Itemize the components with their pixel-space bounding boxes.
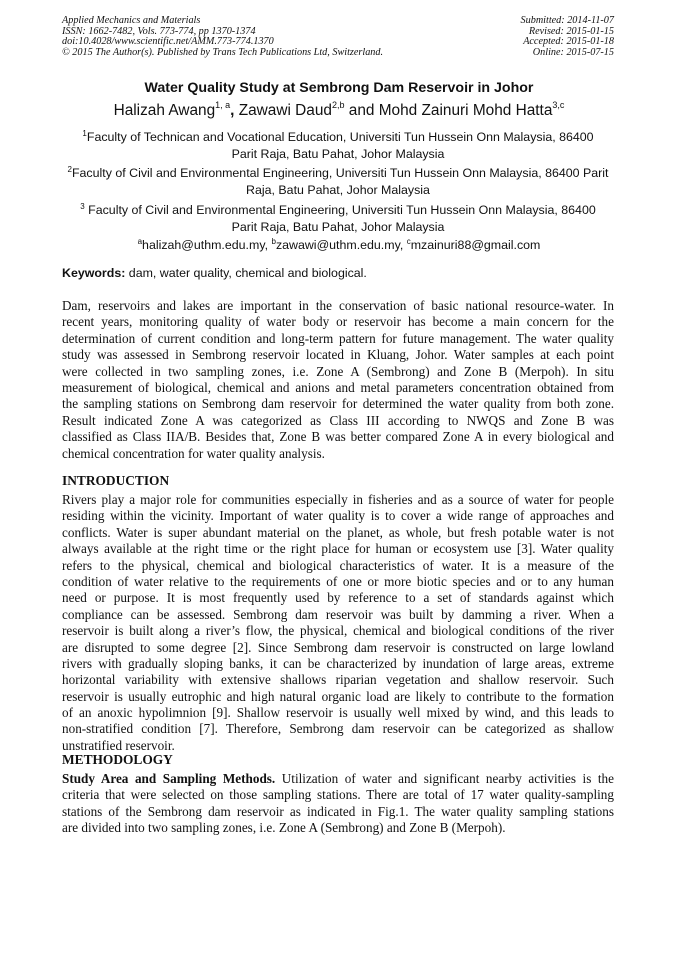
abstract [62, 298, 614, 462]
affiliation-2-sup: 2 [67, 165, 72, 174]
journal-name: Applied Mechanics and Materials [62, 15, 201, 26]
methodology-line: are divided into two sampling zones, i.e. Zone A (Sembrong) and Zone B (Merpoh). [62, 820, 506, 836]
email-c-sup: c [406, 237, 411, 246]
introduction-line: Rivers play a major role for communities especially in fisheries and as a source of water for people [62, 492, 614, 507]
introduction-line: are disrupted to some degree [2]. Since Sembrong dam reservoir is constructed on large lowland [62, 639, 614, 655]
author-list [0, 102, 678, 120]
author-1-sup: 1, a [215, 100, 231, 110]
submission-dates [414, 16, 614, 58]
methodology-body [62, 771, 614, 837]
date-accepted: Accepted: 2015-01-18 [523, 36, 614, 48]
introduction-heading: INTRODUCTION [62, 473, 170, 488]
introduction-line: reservoir is built along a river’s flow, the physical, chemical and biological conditions of the river [62, 623, 614, 639]
introduction-line: compliance can be assessed. Sembrong dam reservoir was built by damming a river. When a [62, 606, 614, 622]
author-3-sup: 3,c [552, 100, 565, 110]
email-b-sup: b [271, 237, 276, 246]
affiliation-2-line-2: Raja, Batu Pahat, Johor Malaysia [246, 183, 430, 197]
introduction-line: horizontal variability with extensive shallows riparian vegetation and shallow reservoir. Such [62, 672, 614, 688]
affiliation-3-line-2: Parit Raja, Batu Pahat, Johor Malaysia [231, 220, 445, 234]
introduction-line: non-stratified condition [7]. Therefore, Sembrong dam reservoir can be categorized as shallow [62, 721, 614, 737]
affiliation-2-line-1: Faculty of Civil and Environmental Engineering, Universiti Tun Hussein Onn Malaysia, 86400 Parit [71, 166, 609, 180]
abstract-line: measurement of biological, chemical and anions and metal parameters concentration obtained from [62, 379, 614, 395]
affiliation-3-sup: 3 [80, 202, 85, 211]
abstract-line: the sampling stations on Sembrong dam reservoir for determined the water quality from both zone. [62, 396, 614, 412]
author-emails [0, 238, 678, 252]
methodology-line: stations of the Sembrong dam reservoir as indicated in Fig.1. The water quality sampling stations [62, 803, 614, 819]
affiliation-1-sup: 1 [82, 129, 87, 138]
abstract-line: Dam, reservoirs and lakes are important in the conservation of basic national resource-water. In [62, 298, 614, 313]
abstract-line: recent years, monitoring quality of water body or reservoir has become a main concern for the [62, 314, 614, 330]
introduction-line: reservoir is usually eutrophic and high natural organic load are likely to contribute to the formation [62, 688, 614, 704]
journal-copyright: © 2015 The Author(s). Published by Trans Tech Publications Ltd, Switzerland. [62, 46, 384, 58]
author-1-name: Halizah Awang [113, 102, 216, 119]
keywords-label: Keywords: [62, 266, 126, 280]
abstract-line: determination of current condition and long-term pattern for future management. The water quality [62, 330, 614, 346]
email-c[interactable]: mzainuri88@gmail.com [410, 238, 541, 252]
abstract-line: Result indicated Zone A was categorized as Class III according to NWQS and Zone B was [62, 412, 614, 428]
introduction-line: of an anoxic hypolimnion [9]. Shallow reservoir is usually well mixed by wind, and this leads to [62, 705, 614, 721]
introduction-line: rivers with gradually sloping banks, it can be characterized by inundation of large areas, extreme [62, 655, 614, 671]
paper-title: Water Quality Study at Sembrong Dam Reservoir in Johor [144, 80, 534, 96]
email-a-sup: a [137, 237, 143, 246]
methodology-line: criteria that were selected on those sampling stations. There are total of 17 water quality-sampling [62, 787, 614, 803]
journal-issn: ISSN: 1662-7482, Vols. 773-774, pp 1370-1374 [62, 25, 256, 37]
introduction-line: unstratified reservoir. [62, 737, 175, 753]
author-2-name: Zawawi Daud [238, 102, 332, 119]
introduction-line: conflicts. Water is super abundant material on the planet, as whole, but fresh potable water is not [62, 524, 614, 540]
methodology-line [62, 771, 614, 787]
methodology-heading: METHODOLOGY [62, 752, 173, 767]
author-conjunction: and [348, 102, 375, 119]
affiliation-3 [62, 202, 614, 236]
date-submitted: Submitted: 2014-11-07 [520, 15, 614, 26]
methodology-first-line-rest: Utilization of water and significant nearby activities is the [275, 771, 614, 786]
introduction-line: residing within the vicinity. Important of water quality is to cover a wide range of approaches and [62, 508, 614, 524]
methodology-subheading: Study Area and Sampling Methods. [62, 771, 276, 786]
journal-doi[interactable]: doi:10.4028/www.scientific.net/AMM.773-774.1370 [62, 36, 274, 48]
affiliation-1-line-2: Parit Raja, Batu Pahat, Johor Malaysia [231, 147, 445, 161]
abstract-line: classified as Class IIA/B. Besides that, Zone B was better compared Zone A in every biological and [62, 429, 614, 445]
abstract-line: were collected in two sampling zones, i.e. Zone A (Sembrong) and Zone B (Merpoh). In situ [62, 363, 614, 379]
abstract-line: study was assessed in Sembrong reservoir located in Kluang, Johor. Water samples at each point [62, 347, 614, 363]
keywords-text: dam, water quality, chemical and biological. [125, 266, 367, 280]
introduction-line: need or purpose. It is most frequently used by reference to a set of standards against which [62, 590, 614, 606]
author-3-name: Mohd Zainuri Mohd Hatta [378, 102, 553, 119]
journal-info [62, 16, 462, 58]
introduction-line: condition of water relative to the requirements of one or more biotic species and or to any human [62, 573, 614, 589]
email-a[interactable]: halizah@uthm.edu.my, [142, 238, 272, 252]
affiliation-2 [62, 165, 614, 199]
date-revised: Revised: 2015-01-15 [528, 25, 614, 37]
affiliation-3-line-1: Faculty of Civil and Environmental Engineering, Universiti Tun Hussein Onn Malaysia, 86400 [84, 203, 596, 217]
introduction-line: refers to the physical, chemical and biological characteristics of water. It is a measure of the [62, 557, 614, 573]
author-separator: , [230, 102, 235, 119]
author-2-sup: 2,b [331, 100, 345, 110]
introduction-line: always available at the right time or the right place for human or ecosystem use [3]. Water quality [62, 541, 614, 557]
email-b[interactable]: zawawi@uthm.edu.my, [275, 238, 407, 252]
affiliation-1 [62, 129, 614, 163]
abstract-line: chemical concentration for water quality analysis. [62, 445, 325, 461]
date-online: Online: 2015-07-15 [532, 46, 614, 58]
affiliation-1-line-1: Faculty of Technican and Vocational Education, Universiti Tun Hussein Onn Malaysia, 86400 [86, 130, 594, 144]
introduction-body [62, 492, 614, 754]
keywords [62, 266, 367, 280]
